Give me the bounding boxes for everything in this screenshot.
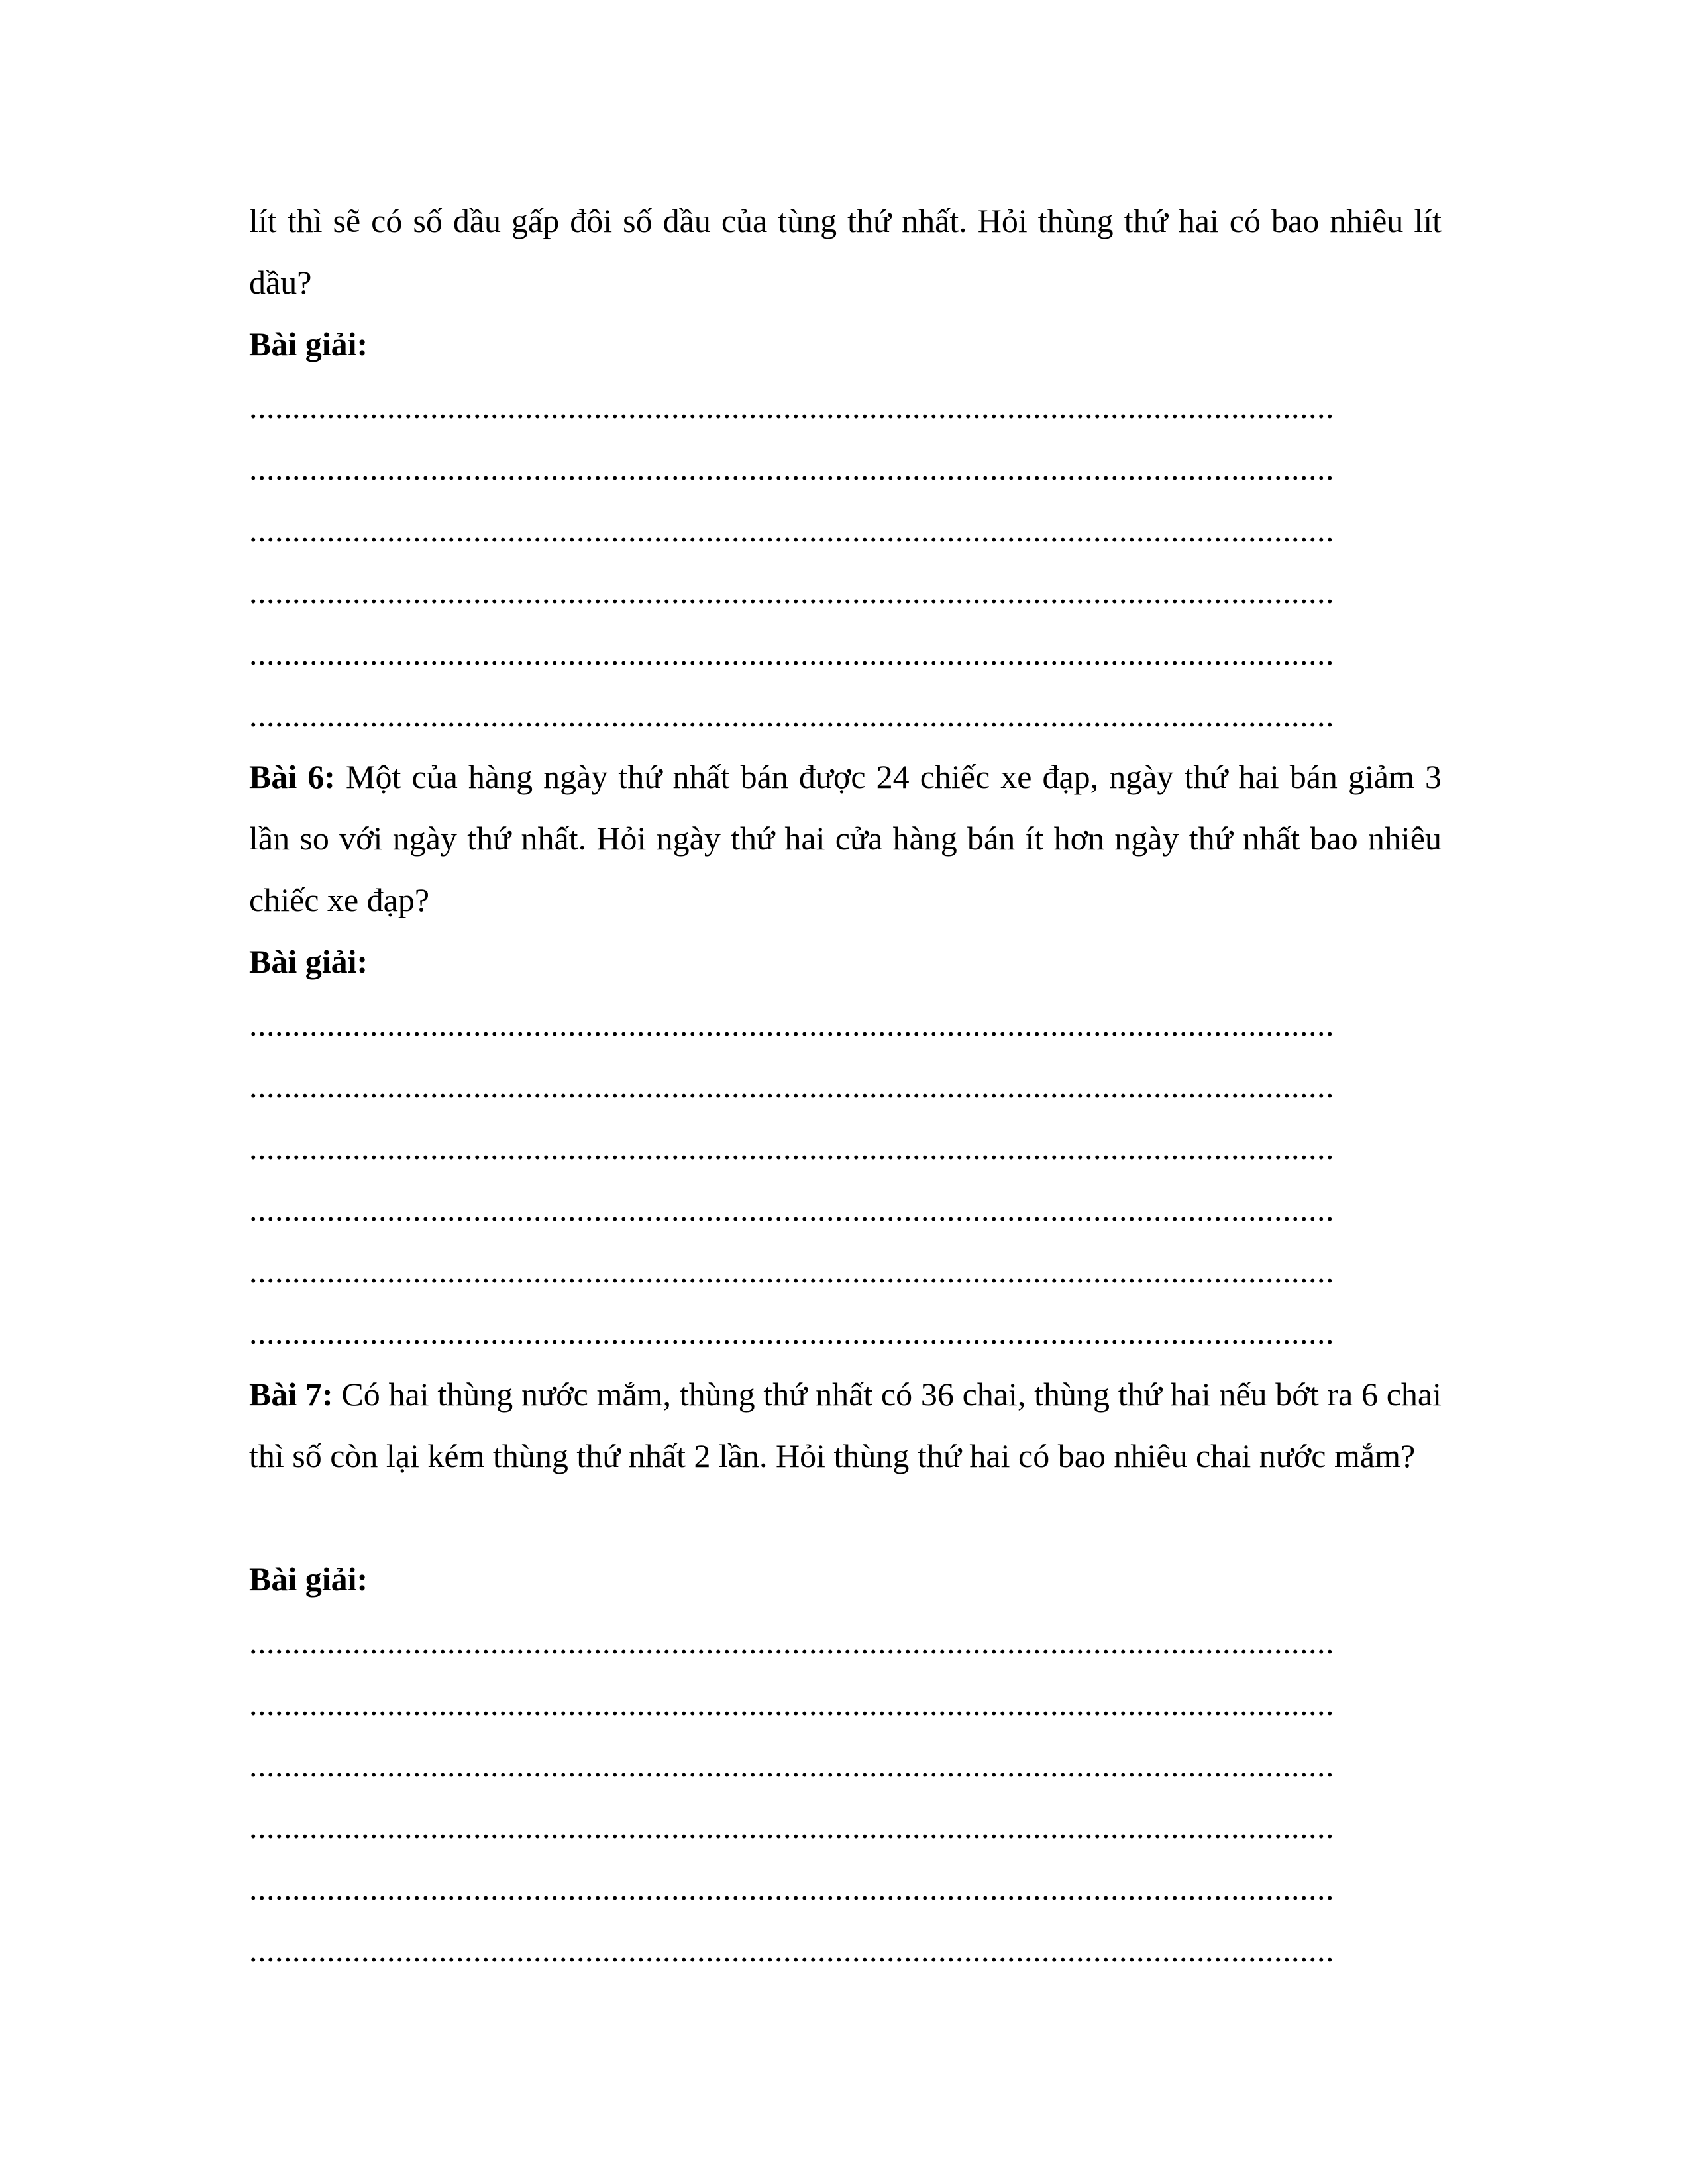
problem-7-text: Có hai thùng nước mắm, thùng thứ nhất có 36 chai, thùng thứ hai nếu bớt ra 6 chai thì số còn lại kém thùng thứ nhất 2 lần. Hỏi thùng thứ hai có bao nhiêu chai nước mắm? [249,1376,1442,1474]
answer-line: .............................................................................................................................. [249,1314,1334,1351]
answer-line: .............................................................................................................................. [249,696,1334,734]
problem-6-text: Một của hàng ngày thứ nhất bán được 24 chiếc xe đạp, ngày thứ hai bán giảm 3 lần so với ngày thứ nhất. Hỏi ngày thứ hai cửa hàng bán ít hơn ngày thứ nhất bao nhiêu chiếc xe đạp? [249,758,1442,918]
answer-line: .............................................................................................................................. [249,1191,1334,1228]
answer-line: .............................................................................................................................. [249,1747,1334,1784]
solution-label: Bài giải: [249,1560,368,1598]
answer-line: .............................................................................................................................. [249,635,1334,672]
answer-line: .............................................................................................................................. [249,1932,1334,1969]
answer-line: .............................................................................................................................. [249,1129,1334,1166]
answer-line: .............................................................................................................................. [249,1006,1334,1043]
answer-line: .............................................................................................................................. [249,573,1334,610]
problem-6 [249,746,1442,931]
answer-line: .............................................................................................................................. [249,1808,1334,1845]
answer-line: .............................................................................................................................. [249,1685,1334,1722]
answer-line: .............................................................................................................................. [249,1870,1334,1907]
problem-continuation-text: lít thì sẽ có số dầu gấp đôi số dầu của tùng thứ nhất. Hỏi thùng thứ hai có bao nhiêu lít dầu? [249,202,1442,301]
solution-label: Bài giải: [249,943,368,980]
problem-6-label: Bài 6: [249,758,335,795]
problem-7 [249,1364,1442,1487]
answer-line: .............................................................................................................................. [249,1623,1334,1661]
answer-line: .............................................................................................................................. [249,512,1334,549]
solution-label: Bài giải: [249,325,368,362]
answer-line: .............................................................................................................................. [249,1252,1334,1289]
answer-line: .............................................................................................................................. [249,450,1334,487]
answer-line: .............................................................................................................................. [249,388,1334,425]
problem-7-label: Bài 7: [249,1376,333,1413]
answer-line: .............................................................................................................................. [249,1067,1334,1105]
